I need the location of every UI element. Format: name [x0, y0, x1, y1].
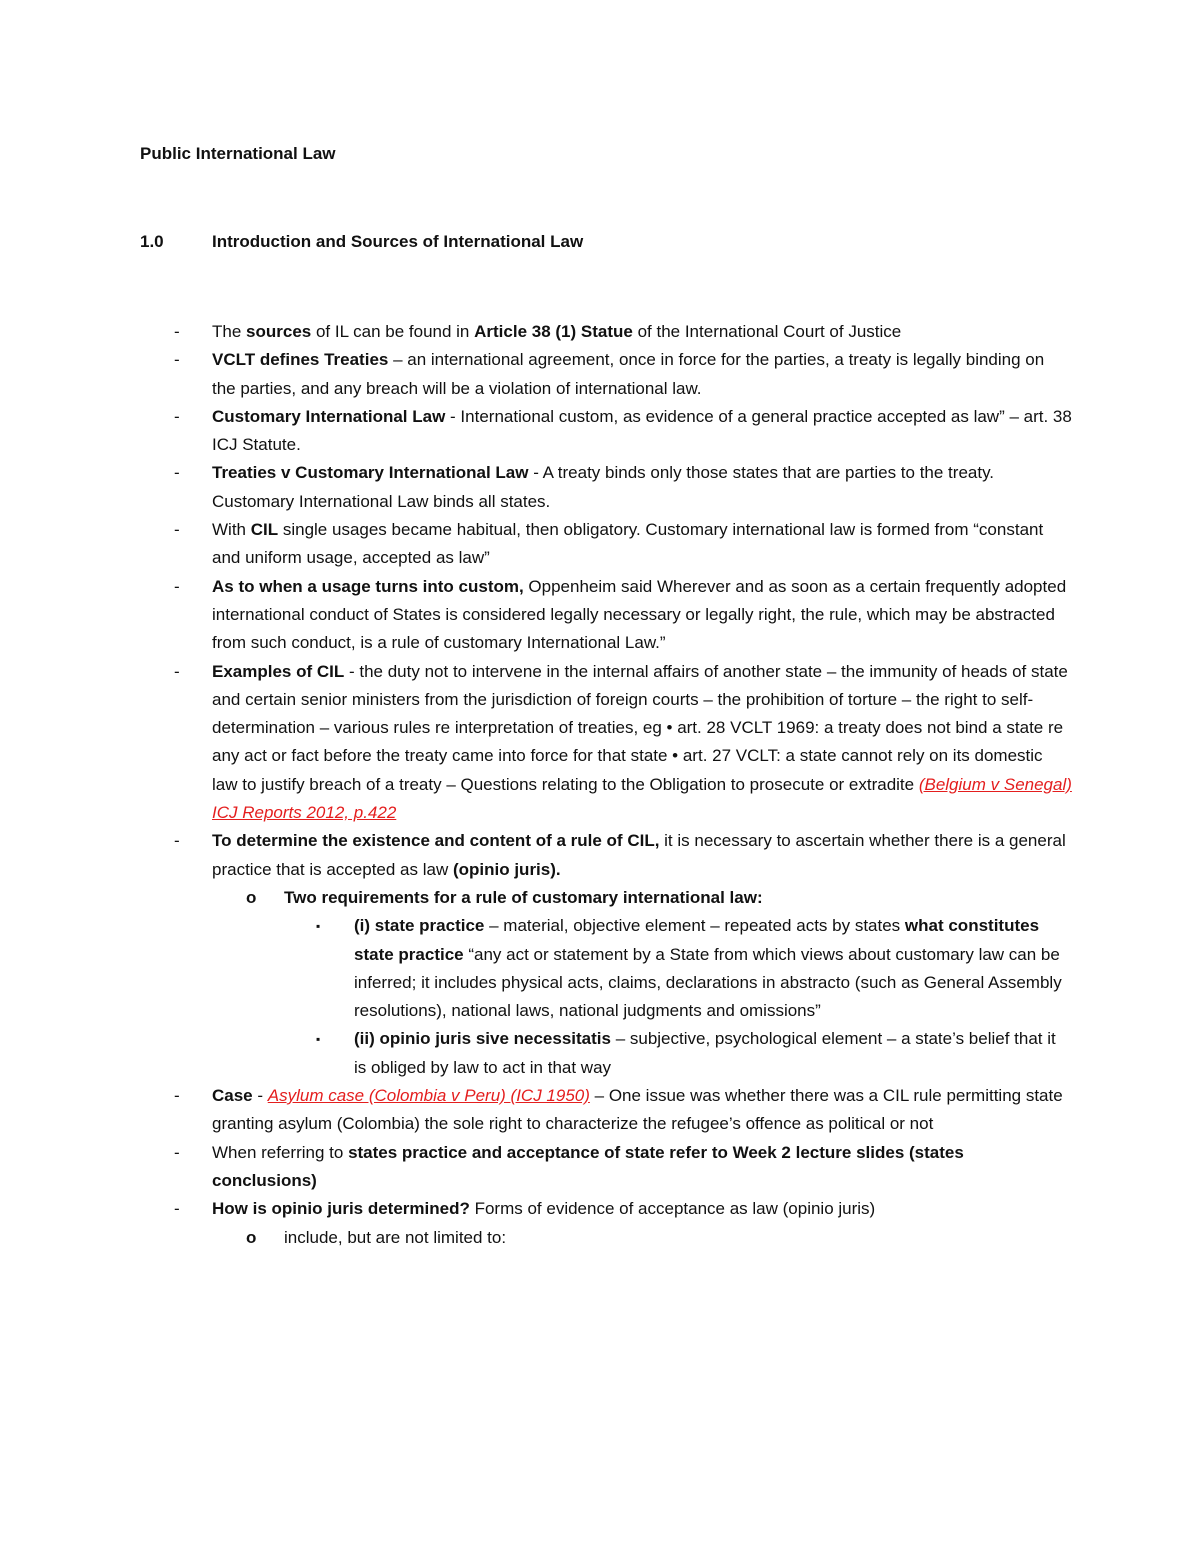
document-title: Public International Law [140, 144, 336, 163]
dash-bullet: - [174, 1199, 180, 1219]
dash-bullet: - [174, 576, 180, 596]
item-bold-text: states practice and acceptance of state refer to Week 2 lecture slides (states conclusions) [212, 1142, 964, 1190]
list-item [174, 516, 1072, 573]
square-bullet: ▪ [316, 1032, 321, 1047]
item-bold-text: sources [246, 322, 312, 341]
case-citation: Asylum case (Colombia v Peru) (ICJ 1950) [267, 1086, 590, 1106]
item-bold-text: Article 38 (1) Statue [474, 322, 633, 341]
list-item [174, 1082, 1072, 1139]
item-bold-text: How is opinio juris determined? [212, 1199, 470, 1219]
item-bold-text: (opinio juris). [452, 859, 561, 879]
list-item [174, 573, 1072, 658]
list-item [174, 827, 1072, 884]
item-bold-text: (ii) opinio juris sive necessitatis [354, 1029, 611, 1049]
item-bold-text: Two requirements for a rule of customary international law: [284, 887, 763, 907]
section-title: Introduction and Sources of International Law [212, 232, 584, 251]
item-text: “any act or statement by a State from which views about customary law can be inferred; it includes physical acts, claims, declarations in abstracto (such as General Assembly resolutions), national laws, national judgments and omissions” [354, 944, 1062, 1021]
item-bold-text: As to when a usage turns into custom, [212, 576, 524, 596]
item-text: With [212, 520, 251, 540]
item-text: of the International Court of Justice [632, 322, 902, 341]
item-bold-text: Treaties v Customary International Law [212, 463, 529, 483]
item-bold-text: Customary International Law [212, 406, 446, 426]
section-number: 1.0 [140, 232, 164, 251]
item-text: – One issue was whether there was a CIL rule permitting state granting asylum (Colombia) the sole right to characterize the refugee’s offence as political or not [212, 1086, 1063, 1134]
item-bold-text: CIL [250, 520, 279, 540]
list-item [174, 1139, 1072, 1196]
sub-list-item [212, 1224, 1072, 1252]
item-text: - the duty not to intervene in the internal affairs of another state – the immunity of heads of state and certain senior ministers from the jurisdiction of foreign courts – the prohibition of torture – the right to self-determination – various rules re interpretation of treaties, eg • art. 28 VCLT 1969: a treaty does not bind a state re any act or fact before the treaty came into force for that state • art. 27 VCLT: a state cannot rely on its domestic law to justify breach of a treaty – Questions relating to the Obligation to prosecute or extradite [212, 661, 1068, 794]
item-text: – material, objective element – repeated acts by states [484, 916, 905, 936]
item-bold-text: (i) state practice [354, 916, 485, 936]
dash-bullet: - [174, 322, 180, 341]
item-text: – an international agreement, once in force for the parties, a treaty is legally binding on the parties, and any breach will be a violation of international law. [212, 350, 1045, 398]
circle-bullet: o [246, 887, 257, 907]
item-bold-text: VCLT defines Treaties [212, 350, 389, 370]
dash-bullet: - [174, 520, 180, 540]
item-text: it is necessary to ascertain whether there is a general practice that is accepted as law [212, 831, 1066, 879]
dash-bullet: - [174, 350, 180, 370]
list-item [174, 459, 1072, 516]
item-text: single usages became habitual, then obligatory. Customary international law is formed from “constant and uniform usage, accepted as law” [212, 520, 1044, 568]
dash-bullet: - [174, 406, 180, 426]
item-text: When referring to [212, 1142, 349, 1162]
square-bullet: ▪ [316, 919, 321, 934]
item-text: include, but are not limited to: [284, 1227, 507, 1247]
sub-sub-list-item [212, 912, 1072, 1025]
sub-list-item [212, 884, 1072, 912]
item-text: - International custom, as evidence of a general practice accepted as law” – art. 38 ICJ Statute. [212, 406, 1072, 455]
item-text: Forms of evidence of acceptance as law (opinio juris) [469, 1199, 876, 1219]
notes-list [174, 318, 1072, 1252]
dash-bullet: - [174, 831, 180, 851]
item-bold-text: Case [212, 1086, 253, 1106]
list-item [174, 318, 1072, 346]
dash-bullet: - [174, 463, 180, 483]
dash-bullet: - [174, 661, 180, 681]
item-text: The [212, 322, 247, 341]
list-item [174, 403, 1072, 460]
sub-sub-list-item [212, 1025, 1072, 1082]
item-text: - A treaty binds only those states that are parties to the treaty. Customary International Law binds all states. [212, 463, 995, 511]
circle-bullet: o [246, 1227, 257, 1247]
item-text: Oppenheim said Wherever and as soon as a certain frequently adopted international conduct of States is considered legally necessary or legally right, the rule, which may be abstracted from such conduct, is a rule of customary International Law.” [212, 576, 1067, 653]
item-bold-text: To determine the existence and content of a rule of CIL, [212, 831, 660, 851]
case-citation: (Belgium v Senegal) ICJ Reports 2012, p.422 [212, 774, 1072, 823]
list-item [174, 346, 1072, 403]
dash-bullet: - [174, 1086, 180, 1106]
dash-bullet: - [174, 1142, 180, 1162]
list-item [174, 658, 1072, 828]
item-text: of IL can be found in [311, 322, 475, 341]
item-bold-text: Examples of CIL [212, 661, 345, 681]
list-item [174, 1195, 1072, 1223]
item-bold-text: what constitutes state practice [354, 916, 1040, 964]
item-text: - [252, 1086, 268, 1106]
item-text: – subjective, psychological element – a state’s belief that it is obliged by law to act in that way [354, 1029, 1056, 1077]
